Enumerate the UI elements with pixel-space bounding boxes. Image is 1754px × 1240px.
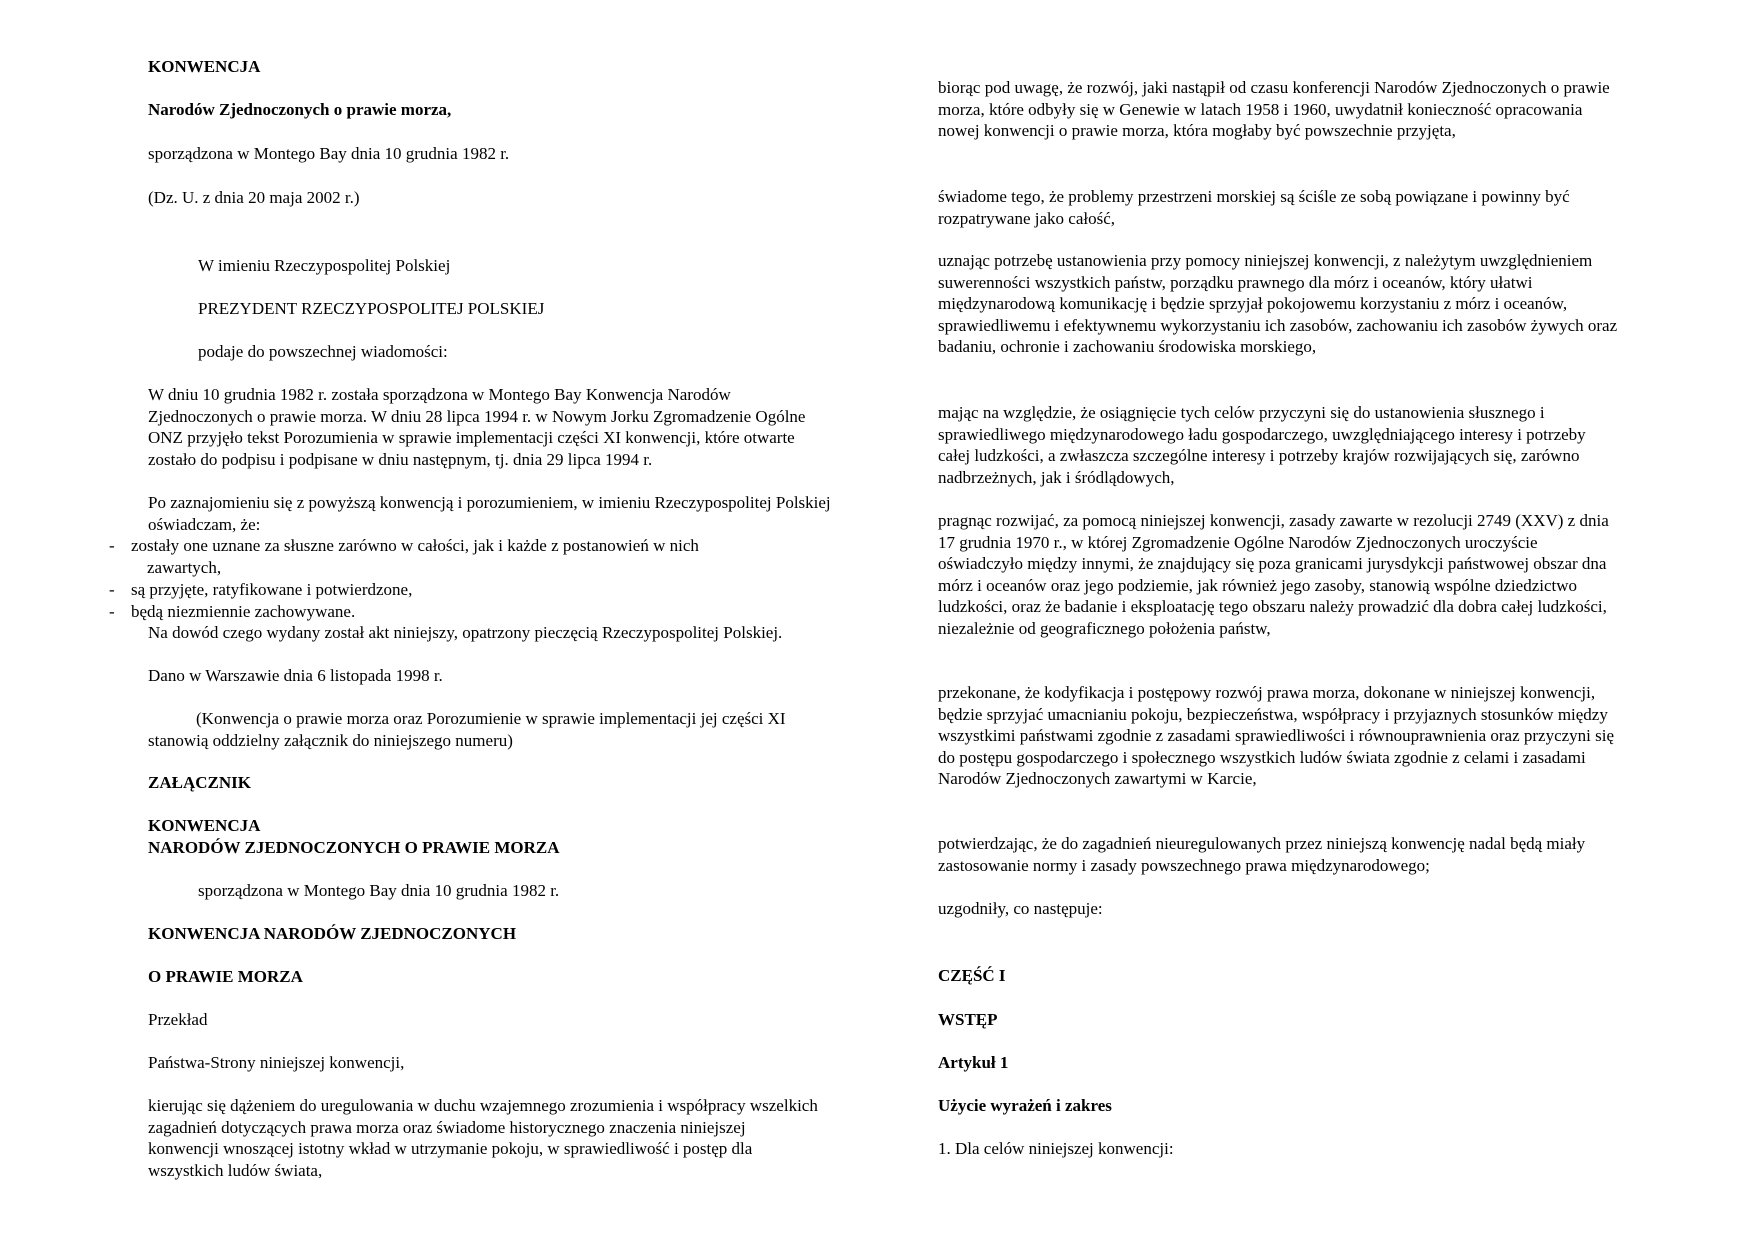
attachment-note: (Konwencja o prawie morza oraz Porozumienie w sprawie implementacji jej części XI stanowią oddzielny załącznik do niniejszego numeru) (148, 709, 786, 750)
preamble-paragraph: świadome tego, że problemy przestrzeni morskiej są ściśle ze sobą powiązane i powinny być rozpatrywane jako całość, (938, 187, 1570, 228)
preamble-paragraph: kierując się dążeniem do uregulowania w duchu wzajemnego zrozumienia i współpracy wszelkich zagadnień dotyczących prawa morza oraz świadome historycznego znaczenia niniejszej konwencji wnoszącej istotny wkład w utrzymanie pokoju, w sprawiedliwość i postęp dla wszystkich ludów świata, (148, 1096, 818, 1180)
preamble-paragraph: przekonane, że kodyfikacja i postępowy rozwój prawa morza, dokonane w niniejszej konwencji, będzie sprzyjać umacnianiu pokoju, bezpieczeństwa, współpracy i przyjaznych stosunków między wszystkimi państwami zgodnie z zasadami sprawiedliwości i równouprawnienia oraz przyczyni się do postępu gospodarczego i społecznego wszystkich ludów świata zgodnie z celami i zasadami Narodów Zjednoczonych zawartymi w Karcie, (938, 683, 1615, 788)
heading-law-of-sea: O PRAWIE MORZA (148, 967, 303, 986)
made-in-line-2: sporządzona w Montego Bay dnia 10 grudnia 1982 r. (198, 881, 560, 900)
president-line: PREZYDENT RZECZYPOSPOLITEJ POLSKIEJ (198, 299, 545, 318)
convention-heading-2: NARODÓW ZJEDNOCZONYCH O PRAWIE MORZA (148, 838, 560, 857)
right-page (877, 0, 1754, 1240)
preamble-paragraph: pragnąc rozwijać, za pomocą niniejszej konwencji, zasady zawarte w rezolucji 2749 (XXV) z dnia 17 grudnia 1970 r., w której Zgromadzenie Ogólne Narodów Zjednoczonych uroczyście oświadczyło między innymi, że znajdujący się poza granicami jurysdykcji państwowej obszar dna mórz i oceanów oraz jego podziemie, jak również jego zasoby, stanowią wspólne dziedzictwo ludzkości, oraz że badanie i eksploatację tego obszaru należy prowadzić dla dobra całej ludzkości, niezależnie od geograficznego położenia państw, (938, 511, 1609, 638)
preamble-paragraph: potwierdzając, że do zagadnień nieuregulowanych przez niniejszą konwencję nadal będą miały zastosowanie normy i zasady powszechnego prawa międzynarodowego; (938, 834, 1586, 875)
in-name-line: W imieniu Rzeczypospolitej Polskiej (198, 256, 451, 275)
bullet-line-continued: zawartych, (147, 557, 222, 577)
bullet-line: są przyjęte, ratyfikowane i potwierdzone, (131, 580, 413, 599)
bullet-dash: - (109, 536, 115, 555)
list-item (0, 601, 877, 623)
preamble-paragraph: mając na względzie, że osiągnięcie tych celów przyczyni się do ustanowienia słusznego i sprawiedliwego międzynarodowego ładu gospodarczego, uwzględniającego interesy i potrzeby całej ludzkości, a zwłaszcza szczególne interesy i potrzeby krajów rozwijających się, zarówno nadbrzeżnych, jak i śródlądowych, (938, 403, 1586, 487)
made-in-line: sporządzona w Montego Bay dnia 10 grudnia 1982 r. (148, 144, 510, 163)
article-heading: Artykuł 1 (938, 1053, 1009, 1072)
paragraph-intro: W dniu 10 grudnia 1982 r. została sporządzona w Montego Bay Konwencja Narodów Zjednoczonych o prawie morza. W dniu 28 lipca 1994 r. w Nowym Jorku Zgromadzenie Ogólne ONZ przyjęło tekst Porozumienia w sprawie implementacji części XI konwencji, które otwarte zostało do podpisu i podpisane w dniu następnym, tj. dnia 29 lipca 1994 r. (148, 385, 806, 469)
announces-line: podaje do powszechnej wiadomości: (198, 342, 448, 361)
translation-label: Przekład (148, 1010, 208, 1029)
document-title: KONWENCJA (148, 57, 261, 76)
bullet-dash: - (109, 580, 115, 599)
heading-un: KONWENCJA NARODÓW ZJEDNOCZONYCH (148, 924, 517, 943)
convention-heading: KONWENCJA (148, 816, 261, 835)
parties-line: Państwa-Strony niniejszej konwencji, (148, 1053, 405, 1072)
intro-heading: WSTĘP (938, 1010, 998, 1029)
journal-reference: (Dz. U. z dnia 20 maja 2002 r.) (148, 188, 360, 207)
preamble-paragraph: biorąc pod uwagę, że rozwój, jaki nastąpił od czasu konferencji Narodów Zjednoczonych o prawie morza, które odbyły się w Genewie w latach 1958 i 1960, uwydatnił konieczność opracowania nowej konwencji o prawie morza, która mogłaby być powszechnie przyjęta, (938, 78, 1610, 140)
bullet-line: będą niezmiennie zachowywane. (131, 602, 356, 621)
list-item (0, 579, 877, 601)
agreed-line: uzgodniły, co następuje: (938, 899, 1103, 918)
annex-heading: ZAŁĄCZNIK (148, 773, 251, 792)
preamble-paragraph: uznając potrzebę ustanowienia przy pomocy niniejszej konwencji, z należytym uwzględnieniem suwerenności wszystkich państw, porządku prawnego dla mórz i oceanów, który ułatwi międzynarodową komunikację i będzie sprzyjał pokojowemu korzystaniu z mórz i oceanów, sprawiedliwemu i efektywnemu wykorzystaniu ich zasobów, zachowaniu ich zasobów żywych oraz badaniu, ochronie i zachowaniu środowiska morskiego, (938, 251, 1618, 356)
paragraph-declaration: Po zaznajomieniu się z powyższą konwencją i porozumieniem, w imieniu Rzeczypospolitej Polskiej oświadczam, że: (148, 493, 831, 534)
bullet-line: zostały one uznane za słuszne zarówno w całości, jak i każde z postanowień w nich (131, 536, 699, 555)
seal-paragraph: Na dowód czego wydany został akt niniejszy, opatrzony pieczęcią Rzeczypospolitej Polskiej. (148, 623, 783, 642)
given-line: Dano w Warszawie dnia 6 listopada 1998 r. (148, 666, 443, 685)
bullet-text (131, 535, 771, 578)
list-item (0, 535, 877, 579)
bullet-dash: - (109, 602, 115, 621)
article-title: Użycie wyrażeń i zakres (938, 1096, 1112, 1115)
document-subtitle: Narodów Zjednoczonych o prawie morza, (148, 100, 452, 119)
article-item: 1. Dla celów niniejszej konwencji: (938, 1139, 1174, 1158)
part-heading: CZĘŚĆ I (938, 966, 1006, 985)
